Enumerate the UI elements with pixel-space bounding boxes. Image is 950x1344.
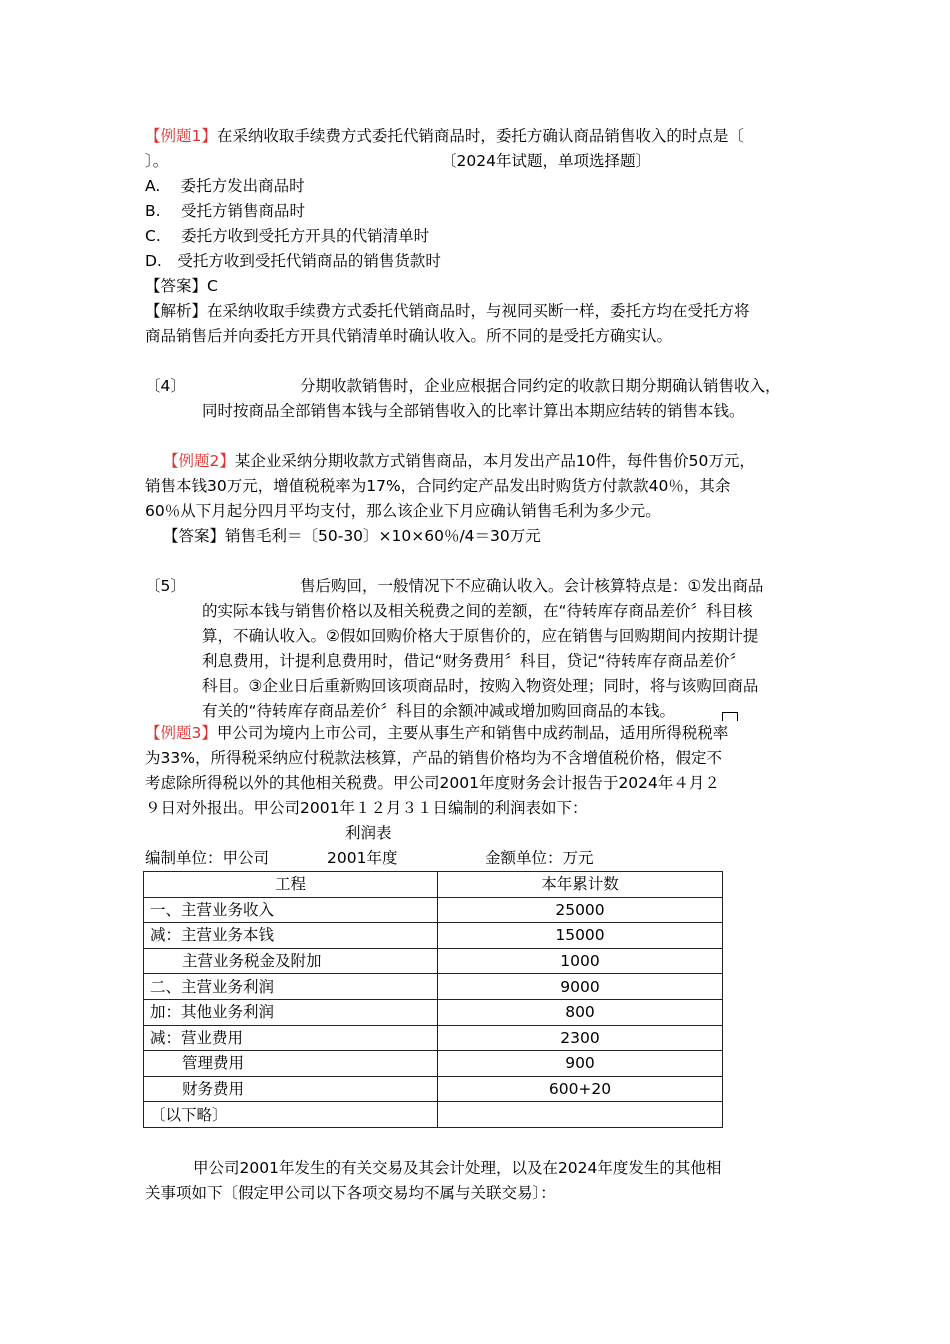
example1-tag: 【例题1】 xyxy=(145,127,217,145)
header-value: 本年累计数 xyxy=(438,872,723,898)
example2-tag: 【例题2】 xyxy=(163,452,235,470)
report-currency: 金额单位：万元 xyxy=(485,849,594,867)
table-row xyxy=(144,1102,723,1128)
row-value: 2300 xyxy=(438,1025,723,1051)
row-item: 主营业务税金及附加 xyxy=(144,948,438,974)
section5-line5: 科目。③企业日后重新购回该项商品时，按购入物资处理；同时，将与该购回商品 xyxy=(202,677,759,695)
example3-line4: ９日对外报出。甲公司2001年１２月３１日编制的利润表如下： xyxy=(145,799,588,817)
row-item: 管理费用 xyxy=(144,1051,438,1077)
example1-analysis-line2: 商品销售后并向委托方开具代销清单时确认收入。所不同的是受托方确实认。 xyxy=(145,327,673,345)
example2-question: 某企业采纳分期收款方式销售商品，本月发出产品10件，每件售价50万元， xyxy=(234,452,755,470)
table-row xyxy=(144,923,723,949)
section5-line1: 售后购回，一般情况下不应确认收入。会计核算特点是：①发出商品 xyxy=(300,577,764,595)
table-header-row xyxy=(144,872,723,898)
example1-line1 xyxy=(145,124,744,149)
section5-number: 〔5〕 xyxy=(145,577,186,595)
section4-line2: 同时按商品全部销售本钱与全部销售收入的比率计算出本期应结转的销售本钱。 xyxy=(202,402,745,420)
example1-question: 在采纳收取手续费方式委托代销商品时，委托方确认商品销售收入的时点是〔 xyxy=(216,127,744,145)
profit-table xyxy=(143,871,723,1128)
row-value: 800 xyxy=(438,999,723,1025)
row-value: 25000 xyxy=(438,897,723,923)
example2-line3: 60％从下月起分四月平均支付，那么该企业下月应确认销售毛利为多少元。 xyxy=(145,502,661,520)
row-item: 〔以下略〕 xyxy=(144,1102,438,1128)
table-row xyxy=(144,1025,723,1051)
example3-line3: 考虑除所得税以外的其他相关税费。甲公司2001年度财务会计报告于2024年４月２ xyxy=(145,774,720,792)
report-unit: 编制单位：甲公司 xyxy=(145,849,270,867)
example2-line1 xyxy=(163,449,755,474)
closing-line1: 甲公司2001年发生的有关交易及其会计处理，以及在2024年度发生的其他相 xyxy=(193,1159,722,1177)
example1-option-a: A. 委托方发出商品时 xyxy=(145,177,305,195)
table-row xyxy=(144,948,723,974)
example1-analysis-line1: 【解析】在采纳收取手续费方式委托代销商品时，与视同买断一样，委托方均在受托方将 xyxy=(145,302,750,320)
edit-mark xyxy=(722,712,738,721)
section5-line3: 算，不确认收入。②假如回购价格大于原售价的，应在销售与回购期间内按期计提 xyxy=(202,627,759,645)
row-item: 减：主营业务本钱 xyxy=(144,923,438,949)
table-row xyxy=(144,999,723,1025)
section5-line4: 利息费用，计提利息费用时，借记“财务费用〞科目，贷记“待转库存商品差价〞 xyxy=(202,652,746,670)
example3-line1 xyxy=(145,721,728,746)
row-item: 财务费用 xyxy=(144,1076,438,1102)
table-row xyxy=(144,1051,723,1077)
example2-line2: 销售本钱30万元，增值税税率为17%，合同约定产品发出时购货方付款款40％，其余 xyxy=(145,477,731,495)
section5-line6: 有关的“待转库存商品差价〞科目的余额冲减或增加购回商品的本钱。 xyxy=(202,702,676,720)
row-value: 9000 xyxy=(438,974,723,1000)
example2-answer: 【答案】销售毛利＝〔50-30〕×10×60％/4＝30万元 xyxy=(163,527,541,545)
report-title: 利润表 xyxy=(345,824,392,842)
table-row xyxy=(144,897,723,923)
row-item: 二、主营业务利润 xyxy=(144,974,438,1000)
example1-answer: 【答案】C xyxy=(145,277,218,295)
header-item: 工程 xyxy=(144,872,438,898)
table-row xyxy=(144,1076,723,1102)
row-value: 1000 xyxy=(438,948,723,974)
row-item: 减：营业费用 xyxy=(144,1025,438,1051)
example3-tag: 【例题3】 xyxy=(145,724,217,742)
example1-source: 〔2024年试题，单项选择题〕 xyxy=(441,152,651,170)
section4-line1: 分期收款销售时，企业应根据合同约定的收款日期分期确认销售收入， xyxy=(300,377,781,395)
row-value xyxy=(438,1102,723,1128)
example1-option-b: B. 受托方销售商品时 xyxy=(145,202,305,220)
row-value: 15000 xyxy=(438,923,723,949)
row-value: 600+20 xyxy=(438,1076,723,1102)
row-item: 一、主营业务收入 xyxy=(144,897,438,923)
example3-text: 甲公司为境内上市公司，主要从事生产和销售中成药制品，适用所得税税率 xyxy=(216,724,729,742)
row-value: 900 xyxy=(438,1051,723,1077)
example1-option-c: C. 委托方收到受托方开具的代销清单时 xyxy=(145,227,430,245)
report-year: 2001年度 xyxy=(327,849,398,867)
example3-line2: 为33%，所得税采纳应付税款法核算，产品的销售价格均为不含增值税价格，假定不 xyxy=(145,749,722,767)
closing-line2: 关事项如下〔假定甲公司以下各项交易均不属与关联交易〕： xyxy=(145,1184,556,1202)
section5-line2: 的实际本钱与销售价格以及相关税费之间的差额，在“待转库存商品差价〞科目核 xyxy=(202,602,753,620)
example1-option-d: D. 受托方收到受托代销商品的销售货款时 xyxy=(145,252,441,270)
example1-line2-start: 〕。 xyxy=(145,152,169,170)
section4-number: 〔4〕 xyxy=(145,377,186,395)
table-row xyxy=(144,974,723,1000)
row-item: 加：其他业务利润 xyxy=(144,999,438,1025)
